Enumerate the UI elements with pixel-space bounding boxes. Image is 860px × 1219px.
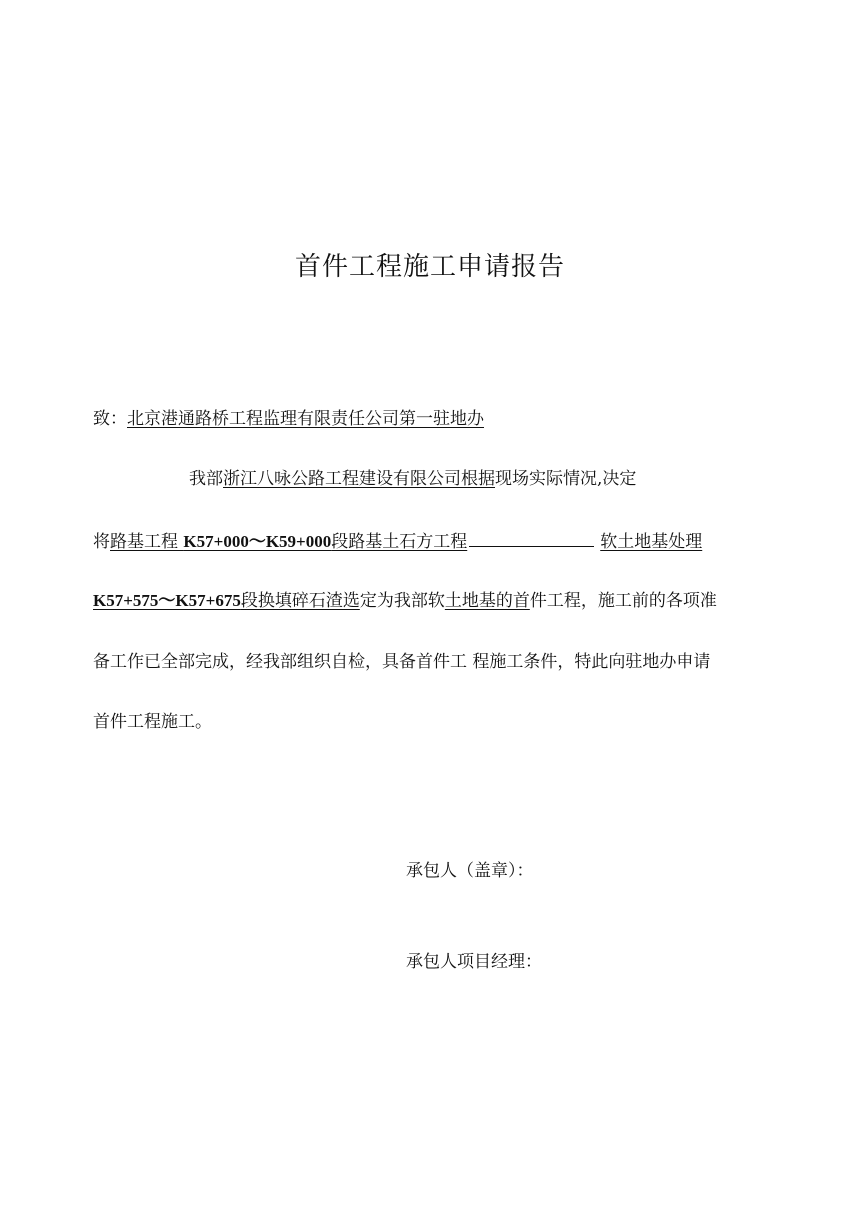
body-text: 现场实际情况,决定 bbox=[495, 469, 637, 489]
body-text: 我部 bbox=[189, 469, 223, 489]
body-text: 将 bbox=[93, 532, 110, 552]
addressee-prefix: 致： bbox=[93, 409, 127, 429]
project-manager-label: 承包人项目经理： bbox=[406, 952, 542, 972]
project-section: 段路基土石方工程 bbox=[331, 532, 468, 552]
project-range: K57+000～K59+000 bbox=[183, 532, 332, 551]
work-item: 软土地基处理 bbox=[600, 532, 703, 552]
first-work-range: K57+575～K57+675 bbox=[93, 591, 241, 610]
body-text: 件工程，施工前的各项准 bbox=[529, 591, 717, 611]
document-title: 首件工程施工申请报告 bbox=[294, 252, 565, 282]
addressee-line bbox=[93, 407, 484, 431]
project-name: 路基工程 bbox=[110, 532, 184, 552]
body-line-3 bbox=[93, 589, 717, 613]
contractor-company: 浙江八咏公路工程建设有限公司根据 bbox=[223, 469, 495, 489]
contractor-seal-label: 承包人（盖章）： bbox=[406, 861, 534, 881]
body-line-1 bbox=[189, 467, 636, 491]
body-text: 定为我部软 bbox=[359, 591, 445, 611]
body-line-2 bbox=[93, 528, 702, 554]
body-line-5: 首件工程施工。 bbox=[93, 712, 212, 732]
first-work-method: 段换填碎石渣选 bbox=[240, 591, 360, 611]
addressee-name: 北京港通路桥工程监理有限责任公司第一驻地办 bbox=[127, 409, 484, 429]
blank-underline bbox=[469, 528, 594, 547]
first-work-type: 土地基的首 bbox=[444, 591, 530, 611]
body-line-4: 备工作已全部完成，经我部组织自检，具备首件工 程施工条件，特此向驻地办申请 bbox=[93, 652, 711, 672]
